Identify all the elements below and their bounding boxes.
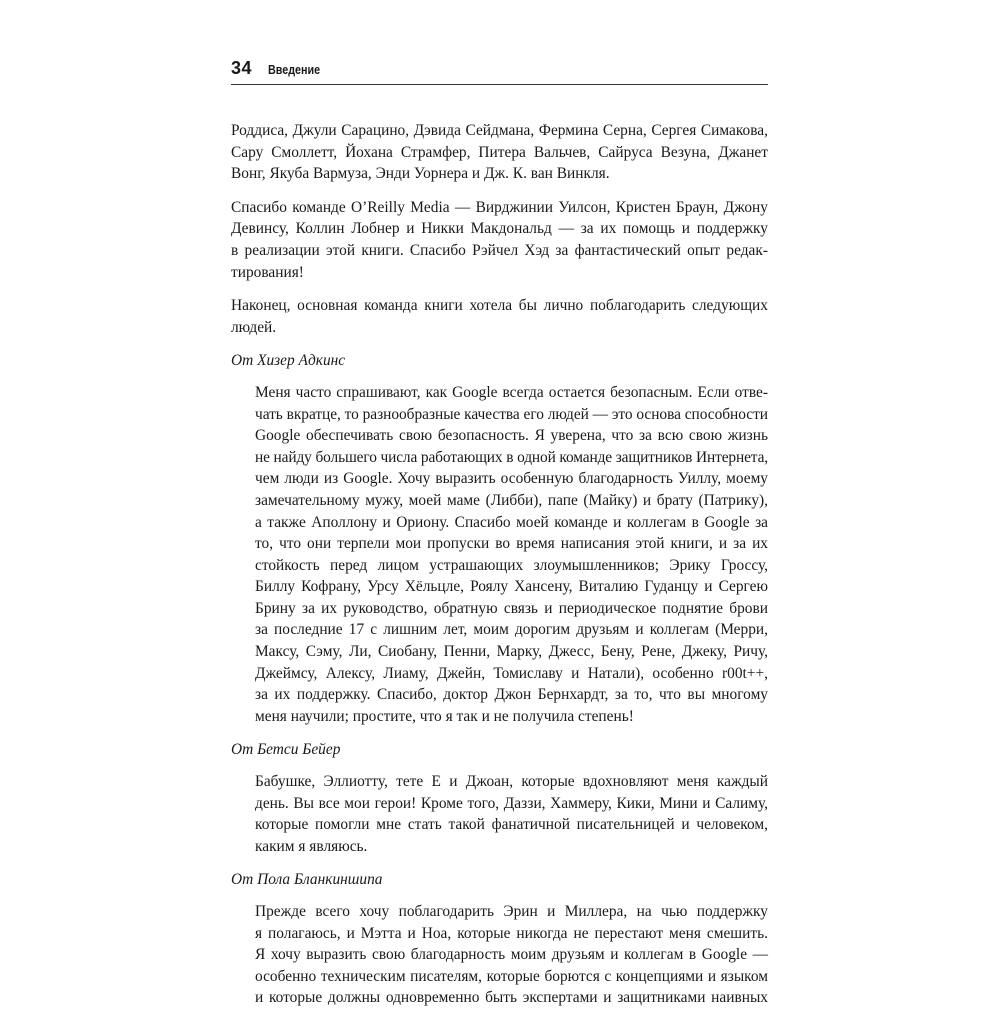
page-number: 34 bbox=[231, 58, 253, 78]
text-line: Наконец, основная команда книги хотела бы лично поблагодарить следующих bbox=[231, 297, 768, 315]
text-line: которые помогли мне стать такой фанатичной писательницей и человеком, bbox=[255, 816, 768, 834]
section-heading: От Пола Бланкиншипа bbox=[231, 871, 383, 889]
text-line: Прежде всего хочу поблагодарить Эрин и Миллера, на чью поддержку bbox=[255, 903, 768, 920]
section-heading: От Хизер Адкинс bbox=[231, 352, 346, 370]
text-line: за последние 17 с лишним лет, моим дорогим друзьям и коллегам (Мерри, bbox=[255, 621, 768, 639]
section-heading: От Бетси Бейер bbox=[231, 741, 341, 759]
text-line: Вонг, Якуба Вармуза, Энди Уорнера и Дж. К. ван Винкля. bbox=[231, 165, 610, 183]
text-line: за их поддержку. Спасибо, доктор Джон Бернхардт, за то, что вы многому bbox=[255, 686, 768, 704]
text-line: а также Аполлону и Ориону. Спасибо моей команде и коллегам в Google за bbox=[255, 513, 768, 531]
text-line: и которые должны одновременно быть экспертами и защитниками наивных bbox=[255, 989, 768, 1007]
text-line: Я хочу выразить свою благодарность моим друзьям и коллегам в Google — bbox=[255, 946, 768, 964]
text-line: Брину за их руководство, обратную связь и периодическое поднятие брови bbox=[255, 599, 768, 617]
text-line: день. Вы все мои герои! Кроме того, Даззи, Хаммеру, Кики, Мини и Салиму, bbox=[255, 794, 768, 812]
text-line: стойкость перед лицом устрашающих злоумышленников; Эрику Гроссу, bbox=[255, 556, 768, 574]
text-line: тирования! bbox=[231, 263, 304, 281]
text-line: Биллу Кофрану, Урсу Хёльцле, Роялу Хансену, Виталию Гуданцу и Сергею bbox=[255, 578, 768, 596]
header-rule bbox=[231, 84, 768, 85]
text-line: меня научили; простите, что я так и не получила степень! bbox=[255, 707, 634, 725]
text-line: Сару Смоллетт, Йохана Страмфер, Питера Вальчев, Сайруса Везуна, Джанет bbox=[231, 143, 768, 161]
text-line: Девинсу, Коллин Лобнер и Никки Макдональд — за их помощь и поддержку bbox=[231, 220, 768, 238]
section-title: Введение bbox=[268, 63, 321, 77]
section-body bbox=[255, 771, 768, 857]
text-line: людей. bbox=[231, 318, 277, 336]
paragraph-team-intro bbox=[231, 295, 768, 338]
running-head bbox=[231, 58, 768, 82]
section-adkins bbox=[231, 350, 768, 727]
text-line: Спасибо команде O’Reilly Media — Вирджинии Уилсон, Кристен Браун, Джону bbox=[231, 198, 768, 216]
text-line: я полагаюсь, и Мэтта и Ноа, которые никогда не перестают меня смешить. bbox=[255, 924, 768, 942]
text-line: Бабушке, Эллиотту, тете Е и Джоан, которые вдохновляют меня каждый bbox=[255, 773, 768, 791]
text-line: Джеймсу, Алексу, Лиаму, Джейн, Томиславу и Натали), особенно r00t++, bbox=[255, 664, 768, 682]
text-line: замечательному мужу, моей маме (Либби), папе (Майку) и брату (Патрику), bbox=[255, 491, 768, 509]
section-body bbox=[255, 382, 768, 728]
section-blankinship bbox=[231, 869, 768, 1009]
paragraph-oreilly-thanks bbox=[231, 197, 768, 283]
text-line: чем люди из Google. Хочу выразить особенную благодарность Уиллу, моему bbox=[255, 470, 768, 488]
text-line: Меня часто спрашивают, как Google всегда остается безопасным. Если отве- bbox=[255, 383, 768, 401]
text-line: в реализации этой книги. Спасибо Рэйчел Хэд за фантастический опыт редак- bbox=[231, 241, 768, 259]
book-page bbox=[231, 58, 768, 1009]
text-line: Google обеспечивать свою безопасность. Я уверена, что за всю свою жизнь bbox=[255, 427, 768, 445]
text-line: не найду большего числа работающих в одной команде защитников Интернета, bbox=[255, 448, 768, 466]
section-beyer bbox=[231, 739, 768, 857]
text-line: то, что они терпели мои пропуски во время написания этой книги, и за их bbox=[255, 535, 768, 553]
text-line: Роддиса, Джули Сарацино, Дэвида Сейдмана, Фермина Серна, Сергея Симакова, bbox=[231, 122, 768, 139]
paragraph-acknowledgment-names bbox=[231, 120, 768, 185]
text-line: особенно техническим писателям, которые борются с концепциями и языком bbox=[255, 967, 768, 985]
section-body bbox=[255, 901, 768, 1009]
text-line: чать вкратце, то разнообразные качества его людей — это основа способности bbox=[255, 405, 768, 423]
text-line: Максу, Сэму, Ли, Сиобану, Пенни, Марку, Джесс, Бену, Рене, Джеку, Ричу, bbox=[255, 643, 768, 661]
text-line: каким я являюсь. bbox=[255, 837, 368, 855]
